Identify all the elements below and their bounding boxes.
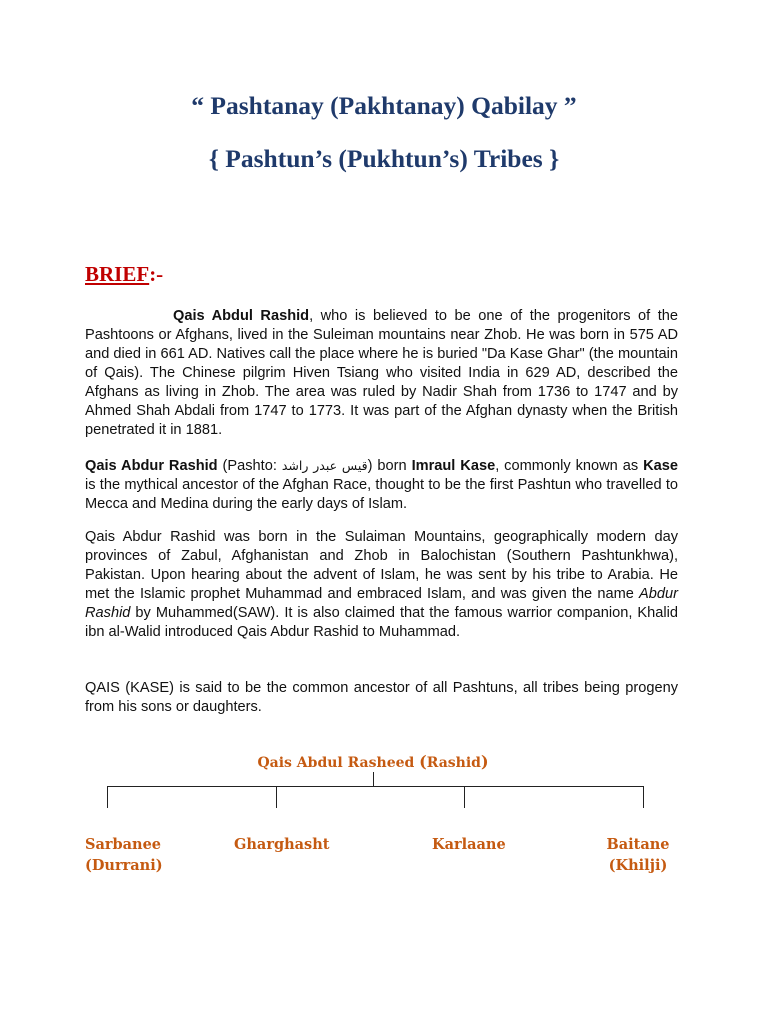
tree-root-connector xyxy=(373,772,374,786)
tree-root-label xyxy=(0,752,746,771)
tree-root-paren-close: ) xyxy=(480,752,489,771)
paragraph2-bold-lead: Qais Abdur Rashid xyxy=(85,458,218,474)
brief-suffix: :- xyxy=(149,262,164,286)
tree-root-name: Qais Abdul Rasheed xyxy=(257,755,420,771)
paragraph2-bold-kase: Kase xyxy=(643,458,678,474)
brief-heading xyxy=(85,262,163,287)
tree-horizontal-line xyxy=(107,786,644,787)
tree-branch-1 xyxy=(107,786,108,808)
paragraph2-bold-name: Imraul Kase xyxy=(411,458,496,474)
tree-node-label: Baitane xyxy=(606,836,670,853)
tree-node-sarbanee xyxy=(85,834,163,876)
paragraph2-text-b: is the mythical ancestor of the Afghan Race, thought to be the first Pashtun who travelled to Mecca and Medina during the early days of Islam. xyxy=(85,477,678,512)
tree-root-inner: Rashid xyxy=(426,755,481,771)
paragraph3-text-b: by Muhammed(SAW). It is also claimed that the famous warrior companion, Khalid ibn al-Walid introduced Qais Abdur Rashid to Muhammad. xyxy=(85,605,678,640)
tree-node-sublabel: (Durrani) xyxy=(85,857,163,874)
paragraph-qais-abdur-rashid xyxy=(85,456,678,514)
pashto-script-text: قيس عبدر راشد xyxy=(281,458,368,473)
tree-node-label: Sarbanee xyxy=(85,836,162,853)
paragraph-birth-and-islam xyxy=(85,528,678,642)
tree-node-sublabel: (Khilji) xyxy=(608,857,668,874)
tree-node-baitane xyxy=(600,834,676,876)
brief-label: BRIEF xyxy=(85,262,150,286)
tree-branch-2 xyxy=(276,786,277,808)
paragraph-qais-abdul-rashid xyxy=(85,307,678,440)
tree-node-karlaane xyxy=(432,834,506,855)
paragraph3-italic-name: Abdur Rashid xyxy=(85,586,678,621)
document-subtitle: { Pashtun’s (Pukhtun’s) Tribes } xyxy=(208,144,560,173)
paragraph2-pashto-prefix: (Pashto: xyxy=(217,458,282,474)
tree-branch-3 xyxy=(464,786,465,808)
tree-node-gharghasht xyxy=(234,834,329,855)
paragraph2-text-a: , commonly known as xyxy=(495,458,644,474)
paragraph2-pashto-suffix: ) born xyxy=(367,458,412,474)
tree-node-label: Karlaane xyxy=(432,836,506,853)
paragraph1-text: , who is believed to be one of the progenitors of the Pashtoons or Afghans, lived in the Suleiman mountains near Zhob. He was born in 575 AD and died in 661 AD. Natives call the place where he is buried "Da Kase Ghar" (the mountain of Qais). The Chinese pilgrim Hiven Tsiang who visited India in 629 AD, described the Afghans as living in Zhob. The area was ruled by Nadir Shah from 1736 to 1747 and by Ahmed Shah Abdali from 1747 to 1773. It was part of the Afghan dynasty when the British penetrated it in 1881. xyxy=(85,308,678,438)
paragraph-common-ancestor: QAIS (KASE) is said to be the common ancestor of all Pashtuns, all tribes being progeny from his sons or daughters. xyxy=(85,680,678,715)
tree-branch-4 xyxy=(643,786,644,808)
paragraph3-text-a: Qais Abdur Rashid was born in the Sulaiman Mountains, geographically modern day provinces of Zabul, Afghanistan and Zhob in Balochistan (Southern Pashtunkhwa), Pakistan. Upon hearing about the advent of Islam, he was sent by his tribe to Arabia. He met the Islamic prophet Muhammad and embraced Islam, and was given the name xyxy=(85,529,678,602)
tree-root-paren-open: ( xyxy=(419,752,427,771)
document-title: “ Pashtanay (Pakhtanay) Qabilay ” xyxy=(191,91,577,120)
paragraph1-bold-lead: Qais Abdul Rashid xyxy=(173,308,310,324)
tree-node-label: Gharghasht xyxy=(234,836,330,853)
